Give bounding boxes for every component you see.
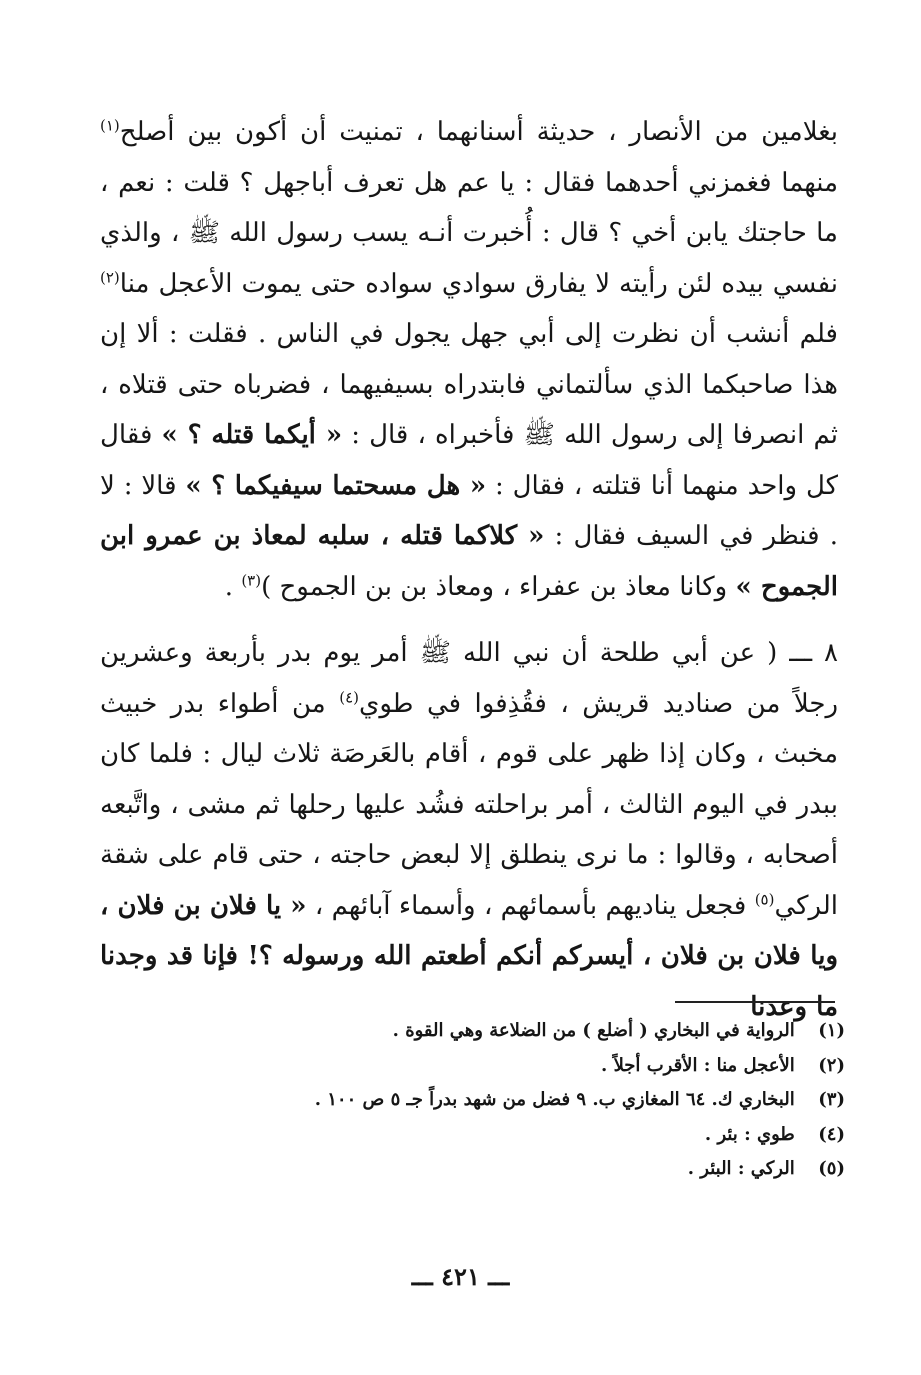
para-1-text-7: . — [224, 571, 234, 602]
footnote-number: (٥) — [818, 1158, 845, 1179]
para-2-text-2: من أطواء بدر خبيث مخبث ، وكان إذا ظهر على قوم ، أقام بالعَرصَة ثلاث ليال : فلما كان ببدر في اليوم الثالث ، أمر براحلته فشُد عليها رحلها ثم مشى ، واتَّبعه أصحابه ، وقالوا : ما نرى ينطلق إلا لبعض حاجته ، حتى قام على شقة الركي — [100, 688, 839, 921]
para-1-text-1: بغلامين من الأنصار ، حديثة أسنانهما ، تمنيت أن أكون بين أصلح — [119, 117, 838, 147]
main-paragraph-1 — [100, 107, 838, 612]
para-1-text-5: قالا : لا . فنظر في السيف فقال : — [100, 470, 839, 551]
footnote-text: الأعجل منا : الأقرب أجلاً . — [601, 1054, 795, 1076]
para-2-text-1: ( عن أبي طلحة أن نبي الله ﷺ أمر يوم بدر بأربعة وعشرين رجلاً من صناديد قريش ، فقُذِفوا في طوي — [100, 638, 839, 719]
para-1-text-3: فلم أنشب أن نظرت إلى أبي جهل يجول في الناس . فقلت : ألا إن هذا صاحبكما الذي سألتماني فابتدراه بسيفيهما ، فضرباه حتى قتلاه ، ثم انصرفا إلى رسول الله ﷺ فأخبراه ، قال : — [100, 319, 838, 450]
footnote-ref-5: (٥) — [754, 889, 775, 908]
footnote-text: البخاري ك. ٦٤ المغازي ب. ٩ فضل من شهد بدراً جـ ٥ ص ١٠٠ . — [314, 1089, 795, 1110]
main-paragraph-2 — [100, 628, 838, 1032]
para-1-text-4: فقال كل واحد منهما أنا قتلته ، فقال : — [100, 420, 839, 501]
footnote-text: الركي : البئر . — [687, 1158, 795, 1179]
footnote-number: (١) — [818, 1020, 845, 1041]
footnotes-list — [150, 1014, 845, 1187]
footnote-item — [150, 1152, 845, 1187]
hadith-quote-1: « أيكما قتله ؟ » — [161, 420, 343, 450]
footnote-separator — [675, 1001, 835, 1003]
hadith-quote-3: « كلاكما قتله ، سلبه لمعاذ بن عمرو ابن الجموح » — [100, 521, 838, 602]
footnote-item — [150, 1083, 845, 1118]
para-1-text-2: منهما فغمزني أحدهما فقال : يا عم هل تعرف أباجهل ؟ قلت : نعم ، ما حاجتك يابن أخي ؟ قال : أُخبرت أنـه يسب رسول الله ﷺ ، والذي نفسي بيده لئن رأيته لا يفارق سوادي سواده حتى يموت الأعجل منا — [100, 167, 838, 299]
page-number: ـــ ٤٢١ ـــ — [411, 1262, 510, 1291]
footnote-item — [150, 1014, 845, 1049]
footnote-number: (٣) — [818, 1089, 845, 1110]
footnote-item — [150, 1049, 845, 1084]
hadith-number: ٨ ـــ — [789, 638, 838, 668]
hadith-quote-4: « يا فلان بن فلان ، ويا فلان بن فلان ، أيسركم أنكم أطعتم الله ورسوله ؟! فإنا قد وجدنا ما وعدنا — [100, 890, 838, 1022]
footnote-item — [150, 1118, 845, 1153]
para-1-text-6: وكانا معاذ بن عفراء ، ومعاذ بن بن الجموح ) — [261, 571, 728, 602]
footnote-text: طوي : بئر . — [704, 1123, 795, 1145]
footnote-ref-3: (٣) — [241, 570, 262, 589]
para-2-text-3: فجعل يناديهم بأسمائهم ، وأسماء آبائهم ، — [314, 890, 747, 921]
footnote-number: (٢) — [818, 1054, 845, 1076]
footnote-ref-4: (٤) — [339, 687, 359, 706]
hadith-quote-2: « هل مسحتما سيفيكما ؟ » — [185, 470, 487, 501]
footnote-ref-2: (٢) — [100, 267, 120, 286]
footnote-text: الرواية في البخاري ( أضلع ) من الضلاعة وهي القوة . — [392, 1020, 795, 1041]
footnote-ref-1: (١) — [100, 116, 120, 135]
footnote-number: (٤) — [818, 1123, 845, 1145]
